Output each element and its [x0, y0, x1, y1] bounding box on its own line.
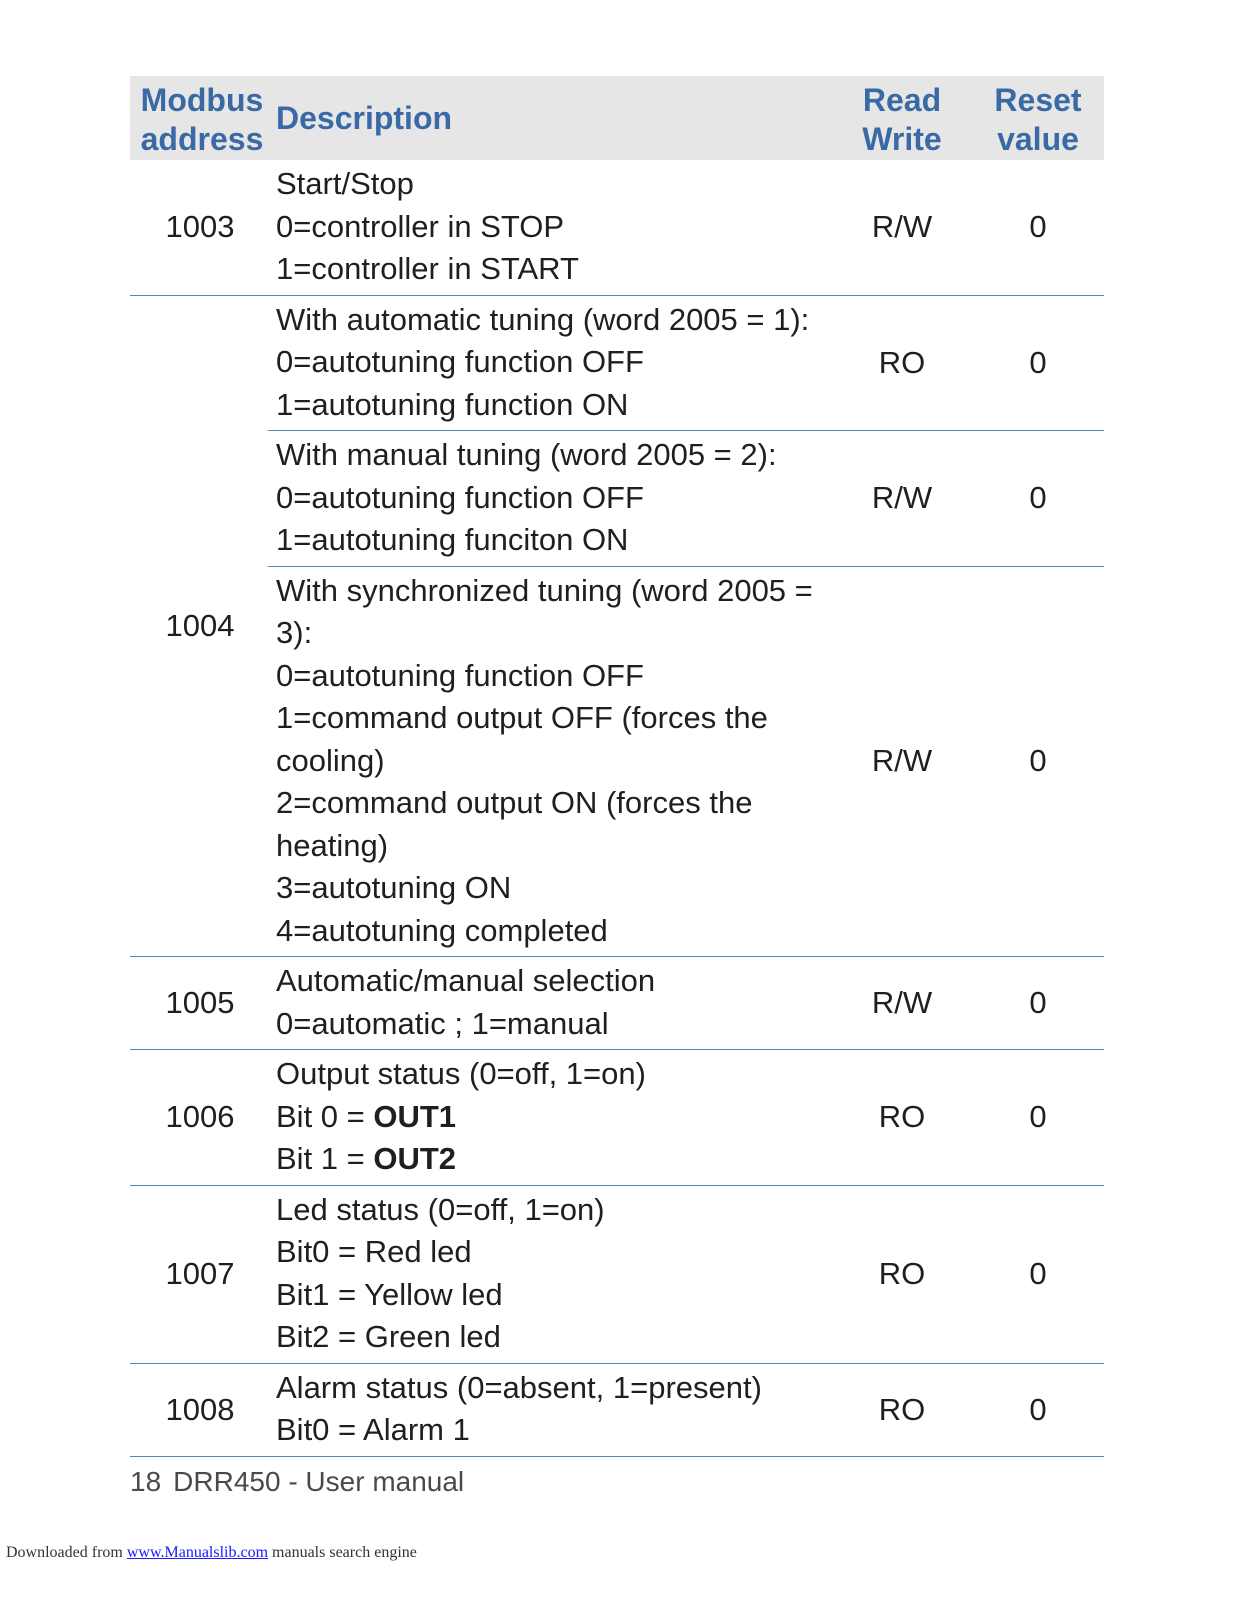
read-write-cell: R/W: [871, 480, 933, 516]
table-subrow: [268, 431, 1104, 567]
reset-value-cell: 0: [1029, 1256, 1047, 1291]
table-row: [130, 1050, 1104, 1186]
reset-value-cell: 0: [1029, 344, 1047, 380]
reset-value-cell: 0: [1029, 985, 1047, 1020]
manualslib-link[interactable]: www.Manualslib.com: [126, 1544, 269, 1561]
table-row: [130, 1186, 1104, 1364]
header-modbus-address: Modbus address: [140, 82, 264, 157]
header-reset-value: Reset value: [994, 82, 1082, 157]
description-cell: Alarm status (0=absent, 1=present) Bit0 = Alarm 1: [276, 1369, 762, 1447]
description-cell: With synchronized tuning (word 2005 = 3): 0=autotuning function OFF 1=command output OFF (forces the cooling) 2=command output ON (forces the heating) 3=autotuning ON 4=autotuning completed: [276, 572, 813, 948]
header-read-write: Read Write: [862, 82, 942, 157]
reset-value-cell: 0: [1029, 1099, 1047, 1135]
modbus-register-table: [130, 76, 1104, 1457]
address-cell: 1005: [165, 985, 235, 1020]
page-number: 18: [130, 1466, 162, 1497]
description-cell: Start/Stop 0=controller in STOP 1=controller in START: [276, 166, 579, 286]
table-row: [130, 957, 1104, 1050]
address-cell: 1004: [165, 607, 235, 643]
reset-value-cell: 0: [1029, 1391, 1047, 1427]
table-subrow: [268, 296, 1104, 432]
bit-line: Bit 0 = OUT1: [276, 1098, 457, 1134]
address-cell: 1008: [165, 1391, 235, 1427]
address-cell: 1007: [165, 1256, 235, 1291]
table-subrow: [268, 567, 1104, 957]
reset-value-cell: 0: [1029, 743, 1047, 779]
read-write-cell: RO: [878, 1391, 926, 1427]
read-write-cell: RO: [878, 344, 926, 380]
table-row: [130, 160, 1104, 296]
description-cell: With automatic tuning (word 2005 = 1): 0=autotuning function OFF 1=autotuning function ON: [276, 301, 810, 422]
read-write-cell: RO: [878, 1099, 926, 1135]
address-cell: 1003: [165, 209, 235, 245]
address-cell: 1006: [165, 1099, 235, 1135]
table-header: [130, 76, 1104, 160]
bit-line: Bit 1 = OUT2: [276, 1141, 457, 1176]
read-write-cell: R/W: [871, 985, 933, 1020]
description-cell: Automatic/manual selection 0=automatic ; 1=manual: [276, 963, 656, 1041]
table-row: [130, 1364, 1104, 1457]
read-write-cell: R/W: [871, 209, 933, 245]
download-note: Downloaded from www.Manualslib.com manuals search engine: [6, 1544, 417, 1561]
read-write-cell: R/W: [871, 743, 933, 779]
description-cell: Output status (0=off, 1=on) Bit 0 = OUT1 Bit 1 = OUT2: [276, 1050, 832, 1185]
read-write-cell: RO: [878, 1256, 926, 1291]
manual-title: DRR450 - User manual: [173, 1466, 465, 1497]
description-cell: With manual tuning (word 2005 = 2): 0=autotuning function OFF 1=autotuning funciton ON: [276, 437, 777, 557]
header-description: Description: [276, 100, 453, 136]
description-cell: Led status (0=off, 1=on) Bit0 = Red led Bit1 = Yellow led Bit2 = Green led: [276, 1191, 605, 1354]
table-row-group: [130, 296, 1104, 958]
page-footer: [130, 1466, 464, 1498]
reset-value-cell: 0: [1029, 480, 1047, 516]
reset-value-cell: 0: [1029, 209, 1047, 245]
